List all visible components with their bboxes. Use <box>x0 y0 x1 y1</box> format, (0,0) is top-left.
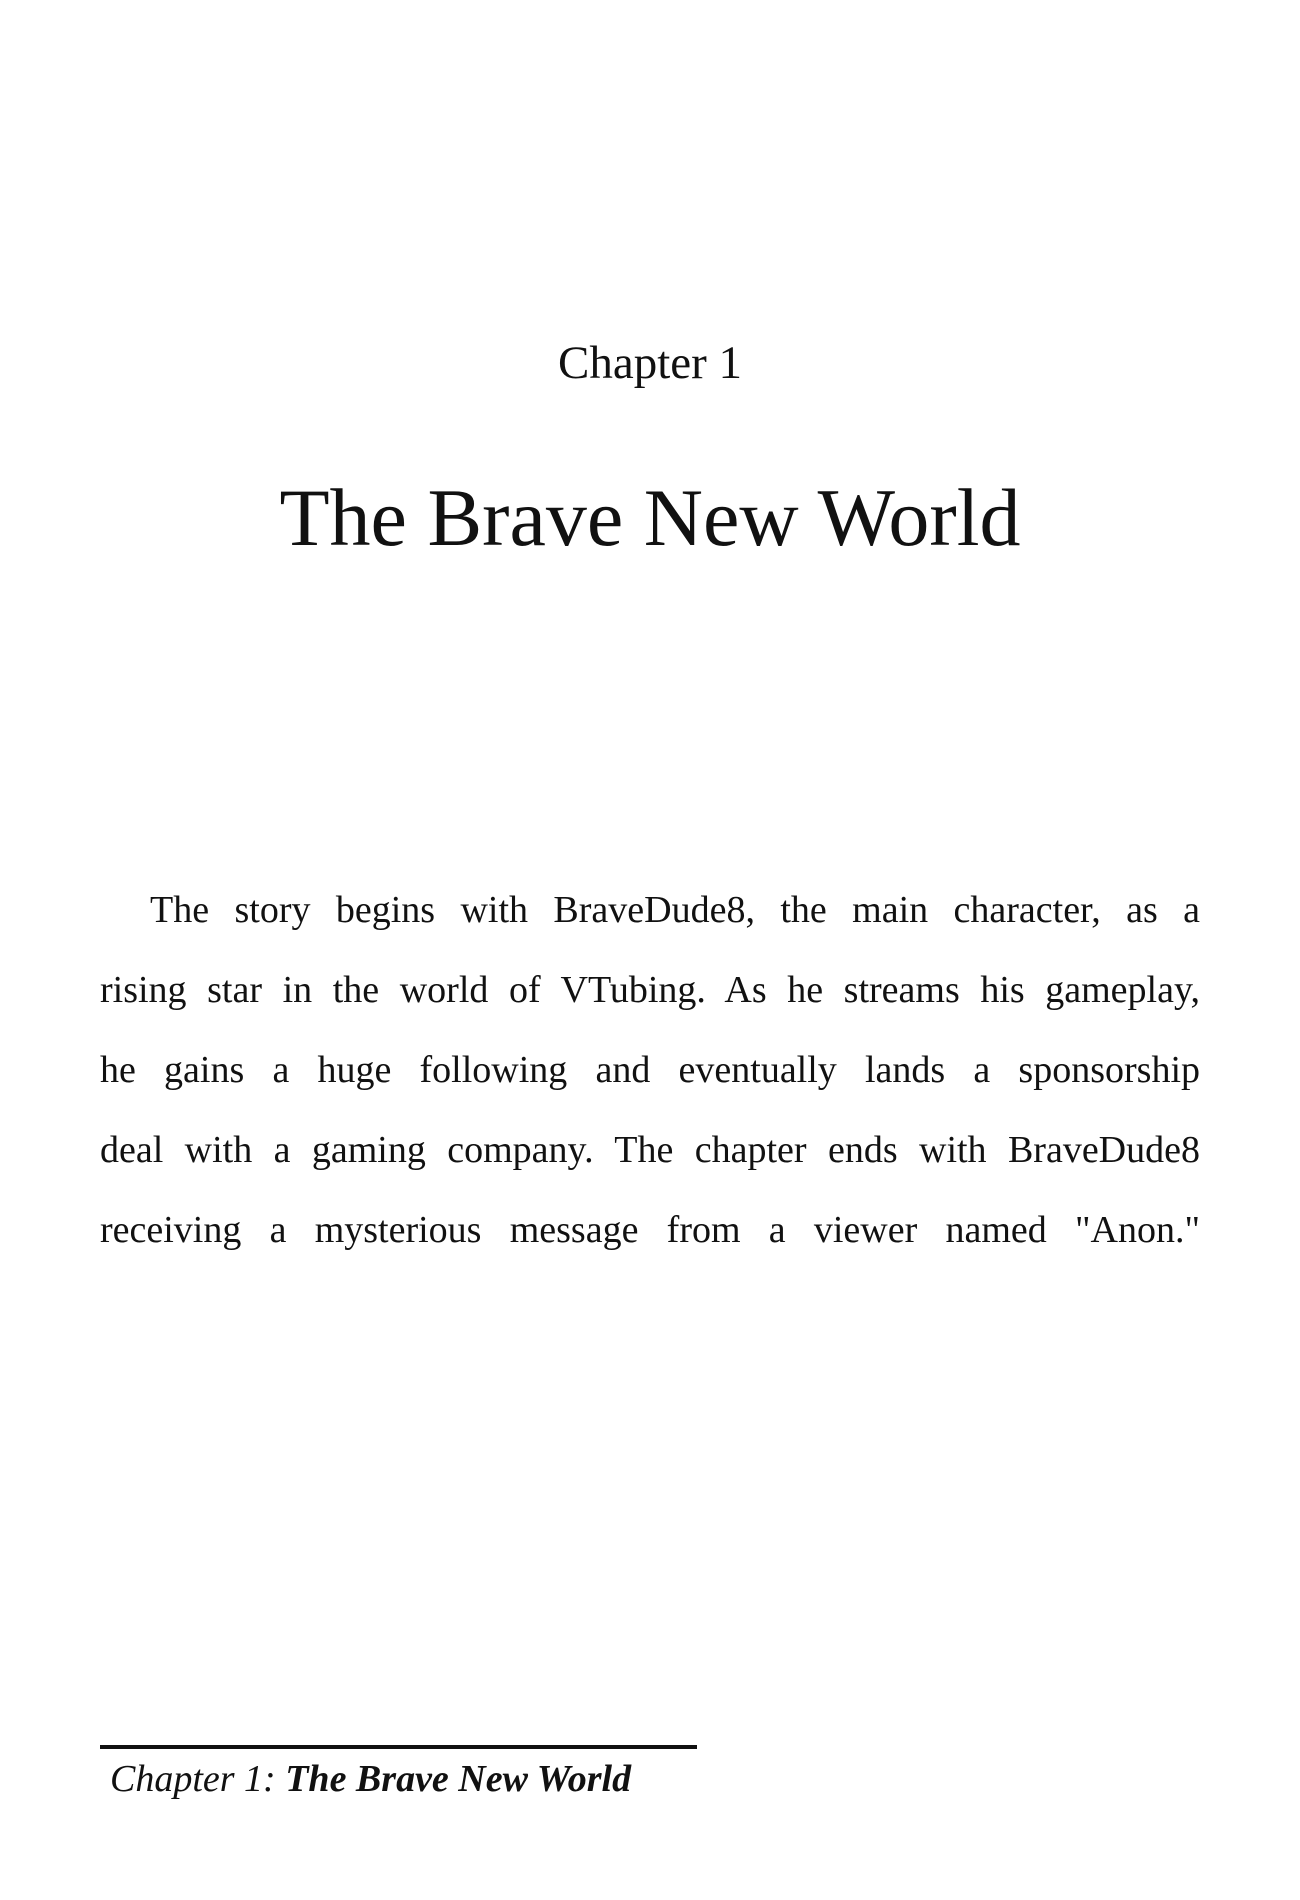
paragraph-line: deal with a gaming company. The chapter ends with BraveDude8 <box>100 1129 1200 1171</box>
paragraph-line: The story begins with BraveDude8, the main character, as a <box>150 889 1200 931</box>
chapter-title-heading: The Brave New World <box>279 472 1021 563</box>
chapter-number-heading: Chapter 1 <box>557 337 743 389</box>
running-footer <box>110 1754 631 1804</box>
paragraph-line: receiving a mysterious message from a viewer named "Anon." <box>100 1209 1200 1251</box>
footer-divider <box>100 1745 697 1749</box>
footer-chapter-prefix: Chapter 1: <box>110 1758 286 1800</box>
paragraph-line: rising star in the world of VTubing. As he streams his gameplay, <box>100 969 1200 1011</box>
chapter-summary-paragraph <box>100 870 1200 1270</box>
paragraph-line: he gains a huge following and eventually lands a sponsorship <box>100 1049 1200 1091</box>
footer-chapter-title: The Brave New World <box>285 1758 632 1800</box>
